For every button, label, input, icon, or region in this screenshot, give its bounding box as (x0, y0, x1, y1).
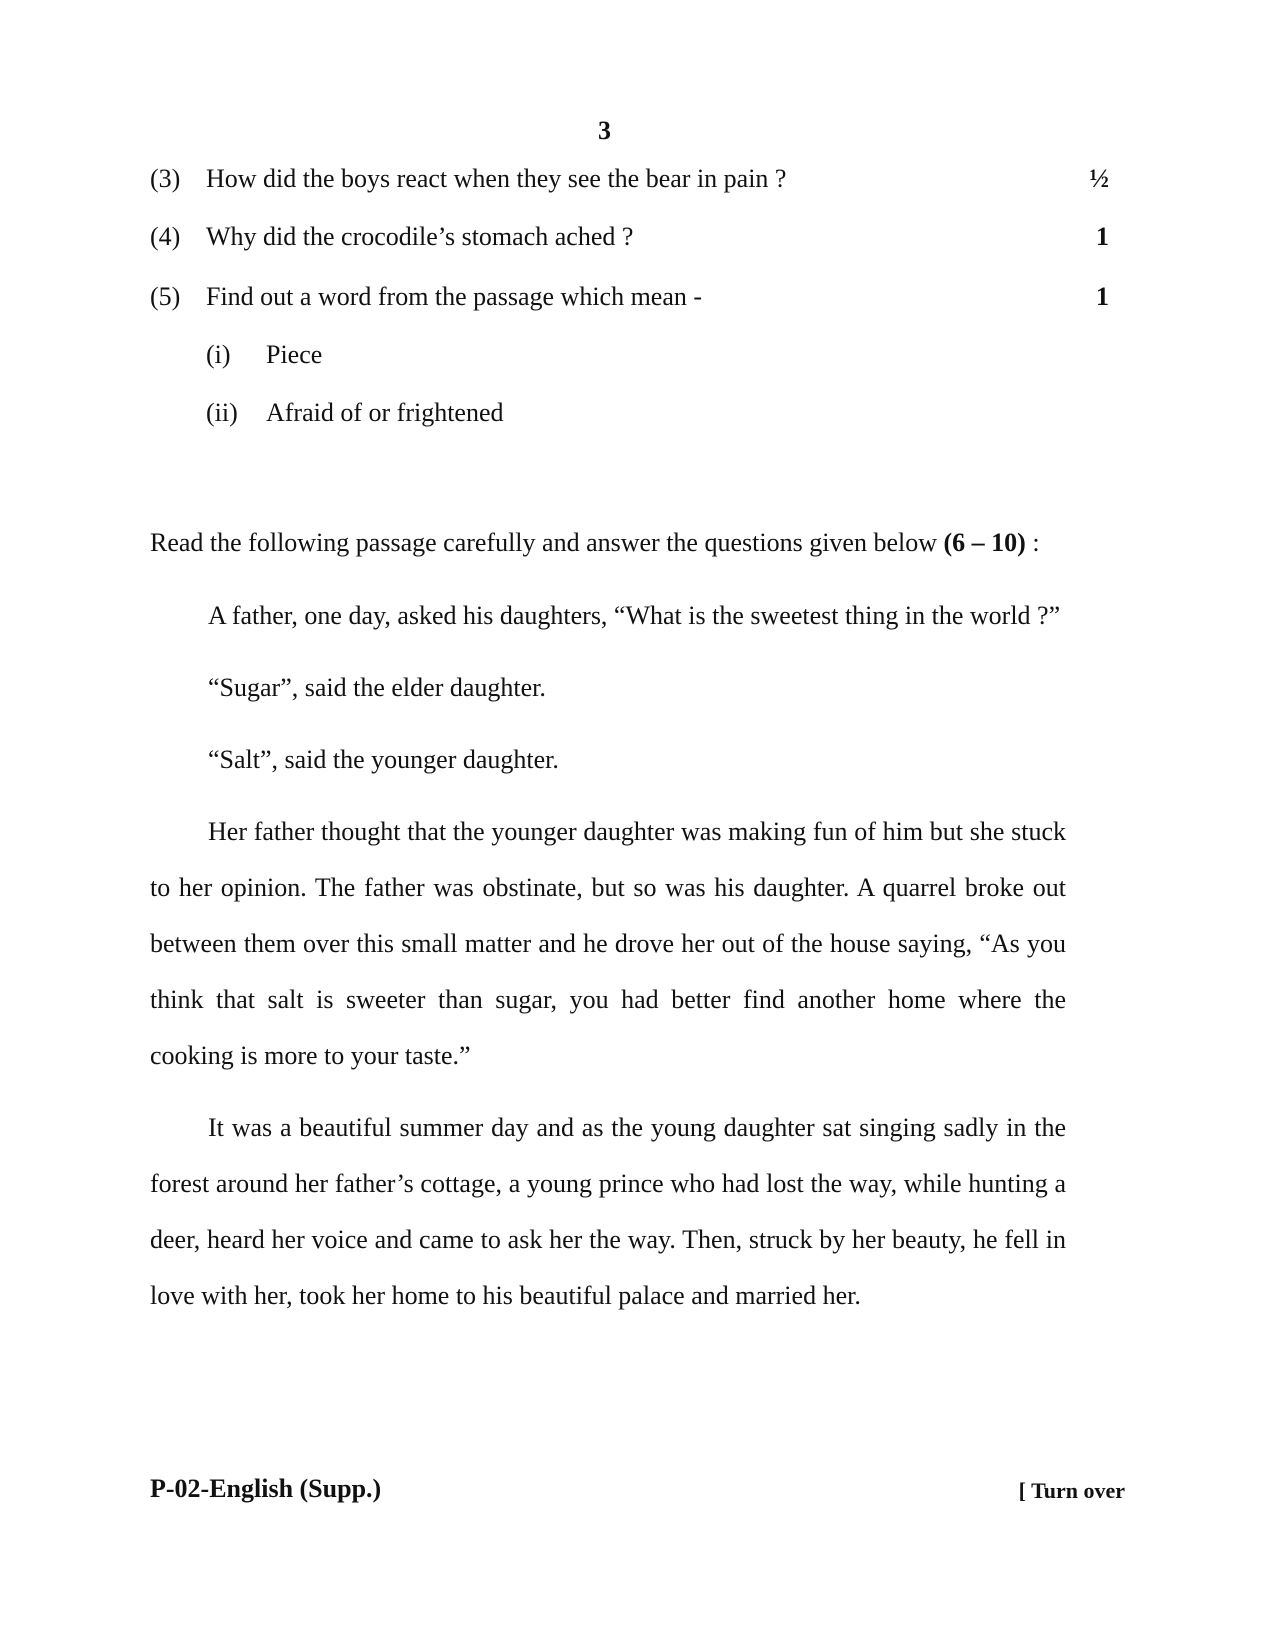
instruction-suffix: : (1025, 528, 1040, 557)
question-number: (3) (150, 164, 181, 193)
passage-paragraph: A father, one day, asked his daughters, “What is the sweetest thing in the world ?” (208, 601, 1061, 630)
sub-item-text: Afraid of or frightened (266, 398, 504, 427)
question-marks: 1 (1096, 282, 1109, 311)
passage-paragraph: Her father thought that the younger daughter was making fun of him but she stuck to her opinion. The father was obstinate, but so was his daughter. A quarrel broke out between them over this small matter and he drove her out of the house saying, “As you think that salt is sweeter than sugar, you had better find another home where the cooking is more to your taste.” (150, 817, 1066, 1070)
sub-item-text: Piece (266, 340, 323, 369)
passage-paragraph: It was a beautiful summer day and as the young daughter sat singing sadly in the forest around her father’s cottage, a young prince who had lost the way, while hunting a deer, heard her voice and came to ask her the way. Then, struck by her beauty, he fell in love with her, took her home to his beautiful palace and married her. (150, 1113, 1066, 1310)
question-text: How did the boys react when they see the bear in pain ? (206, 164, 787, 193)
passage-paragraph: “Sugar”, said the elder daughter. (208, 673, 546, 702)
question-number: (4) (150, 222, 181, 251)
passage-instruction (150, 528, 1040, 558)
question-marks: 1 (1096, 222, 1109, 251)
instruction-text: Read the following passage carefully and answer the questions given below (150, 528, 944, 557)
page-number: 3 (598, 116, 611, 145)
sub-item-number: (ii) (206, 398, 238, 427)
question-text: Why did the crocodile’s stomach ached ? (206, 222, 634, 251)
passage-paragraph: “Salt”, said the younger daughter. (208, 745, 559, 774)
question-marks: ½ (1089, 164, 1109, 193)
sub-item-number: (i) (206, 340, 231, 369)
turn-over-note: [ Turn over (1018, 1478, 1125, 1503)
question-number: (5) (150, 282, 181, 311)
reading-passage (150, 588, 1066, 1324)
paper-code: P-02-English (Supp.) (150, 1474, 382, 1503)
question-range: (6 – 10) (943, 528, 1026, 557)
question-text: Find out a word from the passage which mean - (206, 282, 703, 311)
